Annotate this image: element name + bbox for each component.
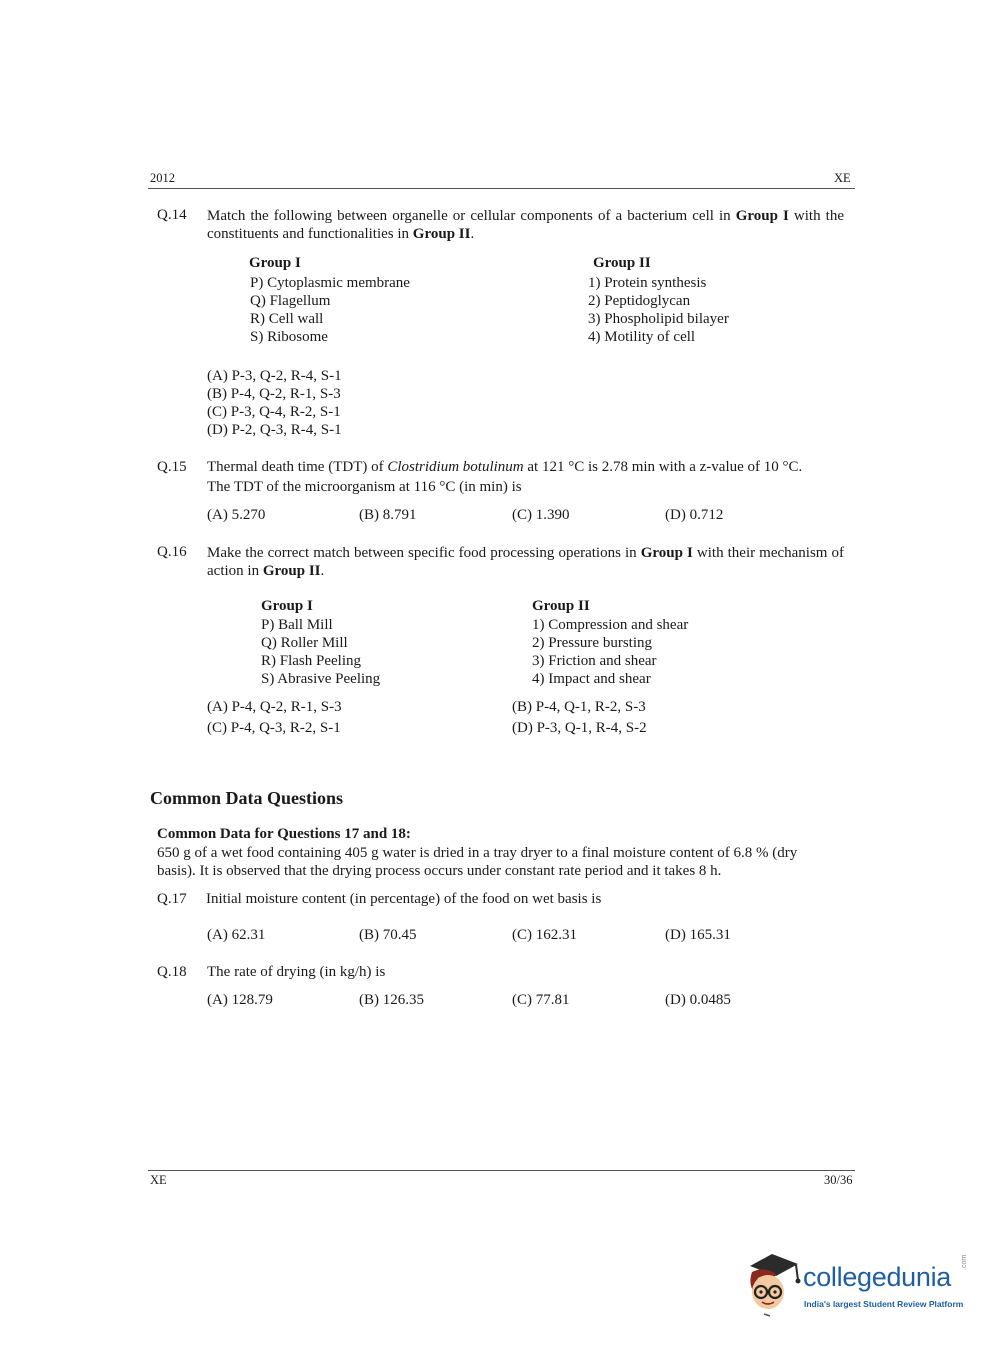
option-b: (B) 70.45 xyxy=(359,927,417,943)
list-item: P) Cytoplasmic membrane xyxy=(250,275,410,291)
list-item: 2) Peptidoglycan xyxy=(588,293,691,309)
section-heading: Common Data Questions xyxy=(150,788,344,808)
option-a: (A) 62.31 xyxy=(207,927,266,943)
q14-group1-title: Group I xyxy=(249,255,301,271)
logo-superscript: .com xyxy=(961,1254,968,1270)
option-b: (B) 126.35 xyxy=(359,992,424,1008)
list-item: 1) Protein synthesis xyxy=(588,275,707,291)
common-data-subheading: Common Data for Questions 17 and 18: xyxy=(157,826,411,842)
option-c: (C) 162.31 xyxy=(512,927,577,943)
q14-group2-list xyxy=(588,274,729,346)
question-15-line1: Thermal death time (TDT) of Clostridium botulinum at 121 °C is 2.78 min with a z-value of 10 °C. xyxy=(207,459,803,475)
list-item: 2) Pressure bursting xyxy=(532,635,652,651)
list-item: P) Ball Mill xyxy=(261,617,333,633)
list-item: 3) Phospholipid bilayer xyxy=(588,311,729,327)
collegedunia-logo-icon xyxy=(742,1248,804,1318)
option-d: (D) P-2, Q-3, R-4, S-1 xyxy=(207,422,342,438)
q16-group1-list xyxy=(261,616,380,688)
list-item: S) Abrasive Peeling xyxy=(261,671,381,687)
option-d: (D) 0.0485 xyxy=(665,992,731,1008)
list-item: 4) Motility of cell xyxy=(588,329,696,345)
q14-group2-title: Group II xyxy=(593,255,651,271)
footer-divider xyxy=(148,1170,855,1171)
q16-group2-title: Group II xyxy=(532,598,590,614)
question-18-text: The rate of drying (in kg/h) is xyxy=(207,964,386,980)
header-year: 2012 xyxy=(150,171,175,185)
footer-page-number: 30/36 xyxy=(824,1173,853,1187)
option-b: (B) P-4, Q-1, R-2, S-3 xyxy=(512,699,646,715)
list-item: R) Flash Peeling xyxy=(261,653,361,669)
option-b: (B) 8.791 xyxy=(359,507,417,523)
question-number-14: Q.14 xyxy=(157,207,187,223)
header-paper-code: XE xyxy=(834,171,851,185)
option-a: (A) P-4, Q-2, R-1, S-3 xyxy=(207,699,342,715)
option-a: (A) P-3, Q-2, R-4, S-1 xyxy=(207,368,342,384)
question-16-text: Make the correct match between specific food processing operations in Group I with their mechanism of action in Group II. xyxy=(207,545,845,579)
list-item: R) Cell wall xyxy=(250,311,324,327)
option-d: (D) P-3, Q-1, R-4, S-2 xyxy=(512,720,647,736)
logo-tagline: India's largest Student Review Platform xyxy=(804,1299,964,1309)
question-number-15: Q.15 xyxy=(157,459,187,475)
list-item: 1) Compression and shear xyxy=(532,617,689,633)
option-b: (B) P-4, Q-2, R-1, S-3 xyxy=(207,386,341,402)
list-item: 4) Impact and shear xyxy=(532,671,651,687)
list-item: Q) Flagellum xyxy=(250,293,331,309)
q14-group1-list xyxy=(250,274,410,346)
question-number-16: Q.16 xyxy=(157,544,187,560)
footer-paper-code: XE xyxy=(150,1173,167,1187)
question-15-line2: The TDT of the microorganism at 116 °C (in min) is xyxy=(207,479,522,495)
option-c: (C) P-3, Q-4, R-2, S-1 xyxy=(207,404,341,420)
question-14-text: Match the following between organelle or cellular components of a bacterium cell in Group I with the constituents and functionalities in Group II. xyxy=(207,208,844,242)
option-d: (D) 0.712 xyxy=(665,507,724,523)
question-17-text: Initial moisture content (in percentage) of the food on wet basis is xyxy=(206,891,602,907)
header-divider xyxy=(148,188,855,189)
q16-group2-list xyxy=(532,616,688,688)
list-item: Q) Roller Mill xyxy=(261,635,348,651)
logo-wordmark: collegedunia xyxy=(803,1262,952,1292)
option-c: (C) P-4, Q-3, R-2, S-1 xyxy=(207,720,341,736)
question-number-18: Q.18 xyxy=(157,964,187,980)
q16-group1-title: Group I xyxy=(261,598,313,614)
option-d: (D) 165.31 xyxy=(665,927,731,943)
option-a: (A) 128.79 xyxy=(207,992,273,1008)
option-c: (C) 1.390 xyxy=(512,507,570,523)
common-data-line2: basis). It is observed that the drying process occurs under constant rate period and it takes 8 h. xyxy=(157,863,722,879)
list-item: S) Ribosome xyxy=(250,329,328,345)
option-c: (C) 77.81 xyxy=(512,992,570,1008)
q14-options xyxy=(207,367,342,439)
common-data-line1: 650 g of a wet food containing 405 g water is dried in a tray dryer to a final moisture content of 6.8 % (dry xyxy=(157,845,798,861)
question-number-17: Q.17 xyxy=(157,891,187,907)
list-item: 3) Friction and shear xyxy=(532,653,657,669)
option-a: (A) 5.270 xyxy=(207,507,266,523)
